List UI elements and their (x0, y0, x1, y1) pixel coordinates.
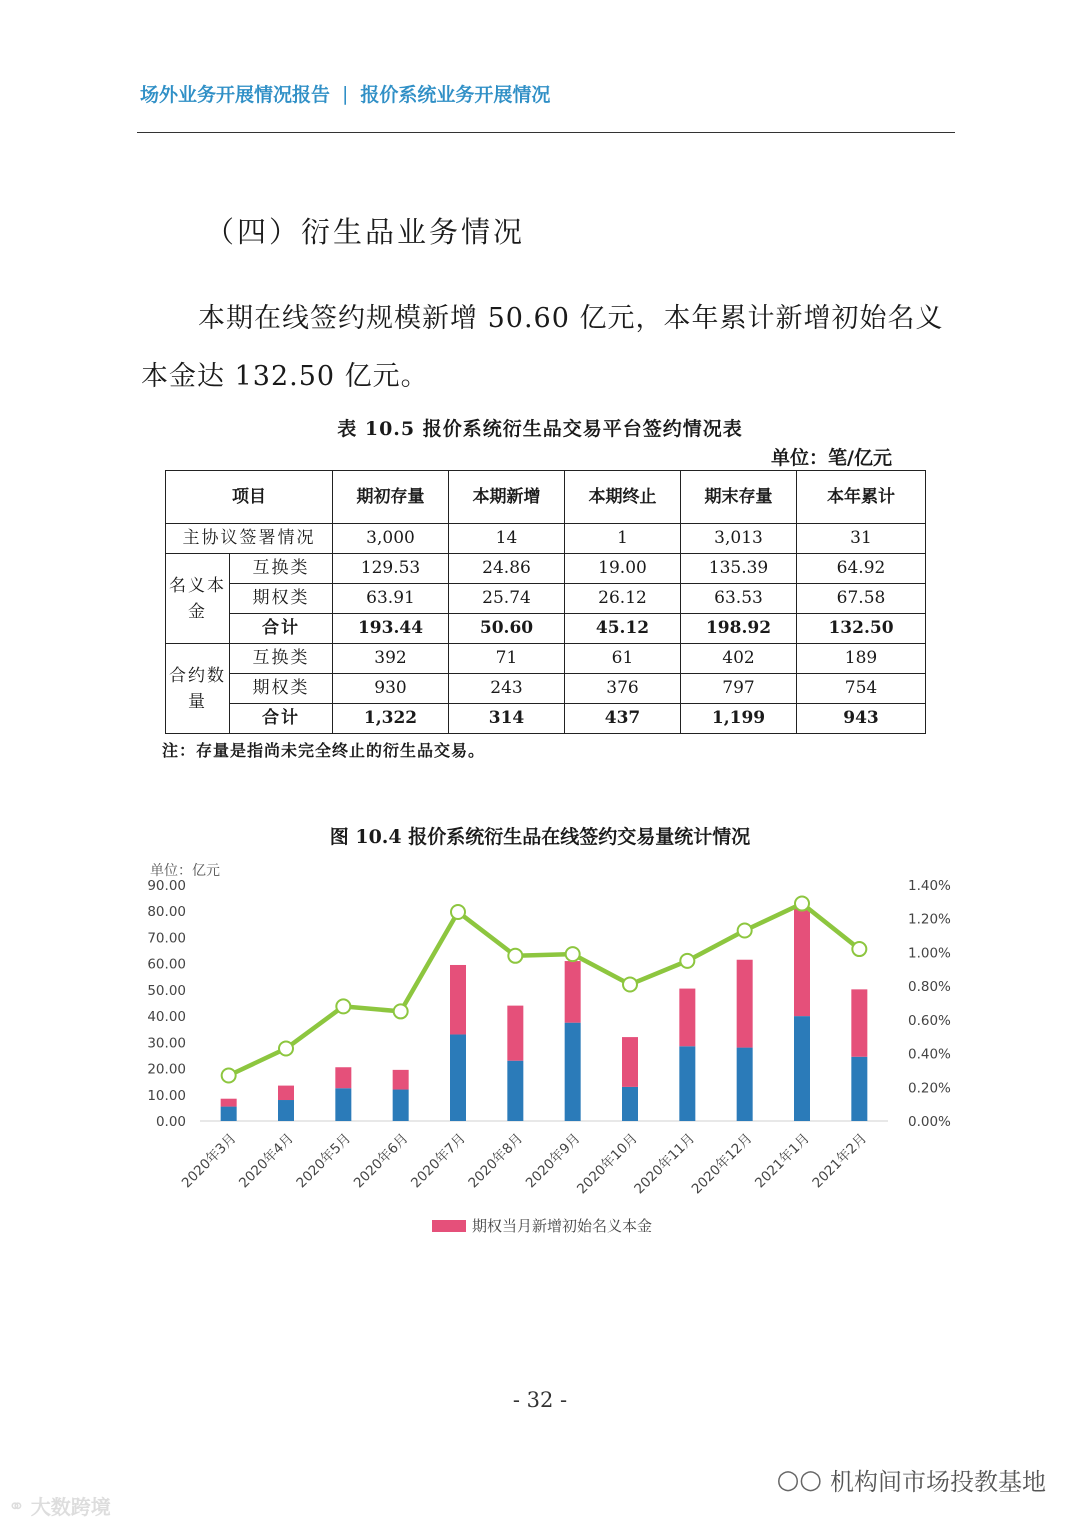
table-cell: 3,013 (681, 524, 797, 554)
ratio-point (336, 999, 350, 1013)
table-cell: 3,000 (333, 524, 449, 554)
row-label: 主协议签署情况 (166, 524, 333, 554)
table-cell: 754 (797, 674, 926, 704)
table-cell: 63.91 (333, 584, 449, 614)
y2-tick-label: 1.00% (908, 945, 951, 962)
table-unit: 单位：笔/亿元 (771, 447, 892, 469)
y-tick-label: 20.00 (147, 1061, 186, 1078)
watermark-left-text: 大数跨境 (30, 1495, 111, 1519)
table-cell: 189 (797, 644, 926, 674)
bar-segment-base (679, 1046, 695, 1121)
bar-segment-base (737, 1048, 753, 1121)
y-tick-label: 0.00 (155, 1114, 186, 1130)
table-cell: 31 (797, 524, 926, 554)
y-tick-label: 10.00 (147, 1087, 186, 1104)
header-left-title: 场外业务开展情况报告 (140, 84, 331, 106)
table-cell: 198.92 (681, 614, 797, 644)
table-cell: 437 (565, 704, 681, 734)
ratio-point (508, 949, 522, 963)
section-title: （四）衍生品业务情况 (205, 215, 526, 249)
bar-segment-option (851, 989, 867, 1056)
ratio-point (394, 1004, 408, 1018)
table-cell: 67.58 (797, 584, 926, 614)
table-cell: 314 (449, 704, 565, 734)
table-cell: 376 (565, 674, 681, 704)
report-header (140, 80, 550, 107)
table-cell: 61 (565, 644, 681, 674)
bar-segment-option (450, 965, 466, 1034)
table-cell: 193.44 (333, 614, 449, 644)
table-row (166, 554, 926, 584)
x-tick-label: 2020年3月 (178, 1130, 240, 1192)
bar-segment-base (393, 1090, 409, 1121)
derivatives-table (165, 470, 926, 734)
y2-tick-label: 1.40% (908, 878, 951, 894)
x-tick-label: 2020年8月 (465, 1130, 527, 1192)
y2-tick-label: 0.40% (908, 1046, 951, 1063)
header-cell: 项目 (166, 471, 333, 524)
table-cell: 1 (565, 524, 681, 554)
table-row (166, 524, 926, 554)
table-cell: 71 (449, 644, 565, 674)
table-cell: 14 (449, 524, 565, 554)
link-icon: ⚭ (8, 1493, 25, 1518)
y-tick-label: 40.00 (147, 1009, 186, 1026)
table-cell: 930 (333, 674, 449, 704)
table-row-total (166, 704, 926, 734)
x-tick-label: 2020年7月 (408, 1130, 469, 1192)
bar-segment-base (507, 1061, 523, 1121)
y-tick-label: 80.00 (147, 904, 186, 921)
x-tick-label: 2020年5月 (293, 1130, 355, 1192)
table-cell: 129.53 (333, 554, 449, 584)
bar-segment-option (278, 1086, 294, 1100)
table-cell: 1,199 (681, 704, 797, 734)
bar-segment-option (221, 1099, 237, 1107)
bar-segment-base (450, 1034, 466, 1121)
table-note: 注：存量是指尚未完全终止的衍生品交易。 (162, 741, 486, 760)
row-label: 互换类 (230, 554, 333, 584)
header-separator: | (342, 82, 349, 105)
y2-tick-label: 1.20% (908, 911, 951, 928)
y2-tick-label: 0.60% (908, 1012, 951, 1029)
x-tick-label: 2021年2月 (809, 1130, 871, 1192)
y-tick-label: 70.00 (147, 930, 186, 947)
bar-segment-option (507, 1006, 523, 1061)
table-cell: 943 (797, 704, 926, 734)
wechat-icon: ○○ (776, 1464, 822, 1495)
group-label: 名义本金 (166, 554, 230, 644)
y-tick-label: 50.00 (147, 982, 186, 999)
header-cell: 期末存量 (681, 471, 797, 524)
ratio-point (623, 977, 637, 991)
legend-label: 期权当月新增初始名义本金 (472, 1217, 653, 1235)
table-row-total (166, 614, 926, 644)
header-right-title: 报价系统业务开展情况 (360, 84, 551, 106)
x-tick-label: 2020年11月 (631, 1130, 699, 1198)
y-axis-label: 单位：亿元 (150, 863, 220, 879)
page-number: - 32 - (512, 1388, 568, 1412)
ratio-point (795, 897, 809, 911)
table-cell: 402 (681, 644, 797, 674)
ratio-line (229, 904, 860, 1076)
header-divider (137, 132, 955, 133)
table-cell: 243 (449, 674, 565, 704)
row-label: 合计 (230, 614, 333, 644)
bar-segment-option (622, 1037, 638, 1087)
table-cell: 45.12 (565, 614, 681, 644)
ratio-point (852, 942, 866, 956)
watermark-right-text: 机构间市场投教基地 (830, 1468, 1046, 1496)
table-cell: 26.12 (565, 584, 681, 614)
x-tick-label: 2020年10月 (573, 1130, 641, 1198)
table-cell: 50.60 (449, 614, 565, 644)
y2-tick-label: 0.80% (908, 979, 951, 996)
x-tick-label: 2020年9月 (522, 1130, 584, 1192)
y2-tick-label: 0.00% (908, 1114, 951, 1130)
table-cell: 24.86 (449, 554, 565, 584)
legend-swatch (432, 1220, 466, 1232)
table-cell: 132.50 (797, 614, 926, 644)
x-tick-label: 2021年1月 (752, 1130, 813, 1192)
row-label: 期权类 (230, 584, 333, 614)
table-cell: 19.00 (565, 554, 681, 584)
table-cell: 797 (681, 674, 797, 704)
bar-segment-base (794, 1016, 810, 1121)
bar-segment-base (851, 1057, 867, 1121)
y2-tick-label: 0.20% (908, 1080, 951, 1097)
section-paragraph: 本期在线签约规模新增 50.60 亿元，本年累计新增初始名义本金达 132.50 亿元。 (141, 303, 944, 392)
table-cell: 1,322 (333, 704, 449, 734)
bar-segment-option (737, 960, 753, 1048)
bar-segment-base (335, 1088, 351, 1121)
header-cell: 本期新增 (449, 471, 565, 524)
header-cell: 本年累计 (797, 471, 926, 524)
header-cell: 本期终止 (565, 471, 681, 524)
ratio-point (222, 1068, 236, 1082)
bar-segment-option (794, 907, 810, 1016)
table-row (166, 674, 926, 704)
bar-segment-base (622, 1087, 638, 1121)
ratio-point (566, 947, 580, 961)
y-tick-label: 90.00 (147, 878, 186, 894)
table-cell: 64.92 (797, 554, 926, 584)
table-row (166, 584, 926, 614)
table-header-row (166, 471, 926, 524)
table-cell: 63.53 (681, 584, 797, 614)
table-cell: 25.74 (449, 584, 565, 614)
row-label: 合计 (230, 704, 333, 734)
x-tick-label: 2020年12月 (688, 1130, 756, 1198)
y-tick-label: 60.00 (147, 956, 186, 973)
table-caption: 表 10.5 报价系统衍生品交易平台签约情况表 (337, 418, 743, 440)
watermark-left (8, 1491, 111, 1520)
derivatives-chart (0, 850, 1080, 1250)
ratio-point (680, 954, 694, 968)
bar-segment-option (393, 1070, 409, 1090)
watermark-right (777, 1462, 1046, 1497)
table-row (166, 644, 926, 674)
bar-segment-option (679, 989, 695, 1047)
x-tick-label: 2020年6月 (350, 1130, 412, 1192)
ratio-point (738, 924, 752, 938)
bar-segment-option (335, 1067, 351, 1088)
ratio-point (451, 905, 465, 919)
bar-segment-base (278, 1100, 294, 1121)
bar-segment-base (565, 1023, 581, 1121)
row-label: 互换类 (230, 644, 333, 674)
ratio-point (279, 1042, 293, 1056)
header-cell: 期初存量 (333, 471, 449, 524)
chart-title: 图 10.4 报价系统衍生品在线签约交易量统计情况 (329, 826, 751, 848)
row-label: 期权类 (230, 674, 333, 704)
table-cell: 135.39 (681, 554, 797, 584)
group-label: 合约数量 (166, 644, 230, 734)
y-tick-label: 30.00 (147, 1035, 186, 1052)
bar-segment-base (221, 1107, 237, 1121)
x-tick-label: 2020年4月 (236, 1130, 297, 1192)
bar-segment-option (565, 961, 581, 1023)
table-cell: 392 (333, 644, 449, 674)
